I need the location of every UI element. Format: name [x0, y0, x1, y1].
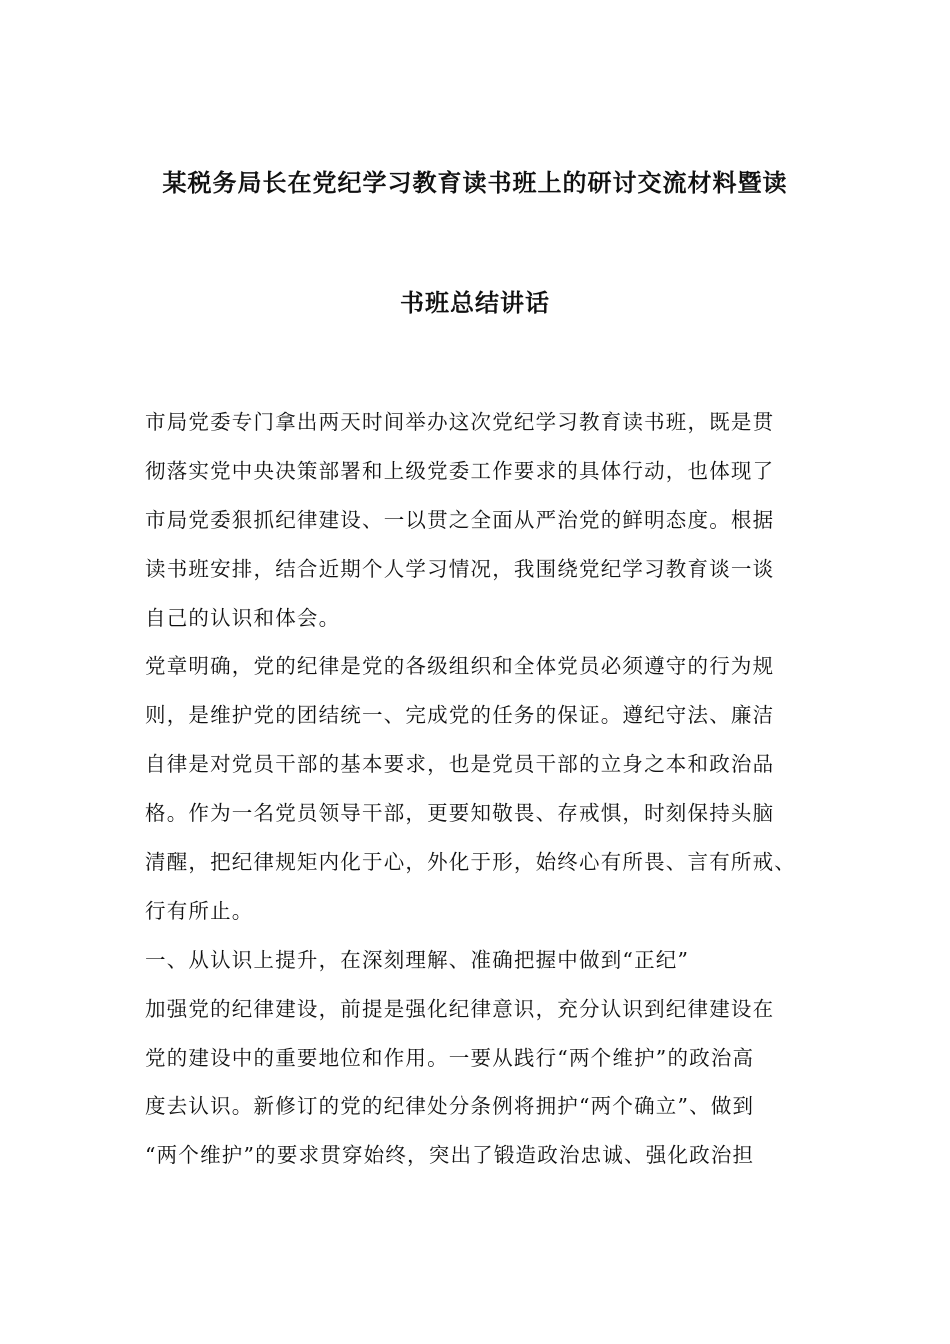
body-line: 度去认识。新修订的党的纪律处分条例将拥护“两个确立”、做到	[145, 1094, 755, 1119]
body-line: 自律是对党员干部的基本要求，也是党员干部的立身之本和政治品	[145, 752, 775, 777]
body-line: 读书班安排，结合近期个人学习情况，我围绕党纪学习教育谈一谈	[145, 556, 775, 581]
body-line: 党章明确，党的纪律是党的各级组织和全体党员必须遵守的行为规	[145, 654, 775, 679]
document-title-line-1: 某税务局长在党纪学习教育读书班上的研讨交流材料暨读	[162, 168, 788, 197]
body-line: 清醒，把纪律规矩内化于心，外化于形，始终心有所畏、言有所戒、	[145, 850, 796, 875]
body-line: 市局党委专门拿出两天时间举办这次党纪学习教育读书班，既是贯	[145, 410, 775, 434]
body-line: 党的建设中的重要地位和作用。一要从践行“两个维护”的政治高	[145, 1045, 755, 1070]
body-line: 彻落实党中央决策部署和上级党委工作要求的具体行动，也体现了	[145, 458, 775, 483]
body-line: 自己的认识和体会。	[145, 605, 341, 630]
document-title-line-2: 书班总结讲话	[400, 288, 550, 317]
body-line: “两个维护”的要求贯穿始终，突出了锻造政治忠诚、强化政治担	[145, 1143, 755, 1168]
body-line: 则，是维护党的团结统一、完成党的任务的保证。遵纪守法、廉洁	[145, 703, 775, 728]
body-line: 行有所止。	[145, 898, 254, 923]
body-line: 加强党的纪律建设，前提是强化纪律意识，充分认识到纪律建设在	[145, 996, 775, 1021]
body-line: 市局党委狠抓纪律建设、一以贯之全面从严治党的鲜明态度。根据	[145, 507, 775, 532]
body-line: 格。作为一名党员领导干部，更要知敬畏、存戒惧，时刻保持头脑	[145, 801, 775, 826]
section-heading: 一、从认识上提升，在深刻理解、准确把握中做到“正纪”	[145, 947, 690, 972]
document-body	[145, 398, 835, 1180]
